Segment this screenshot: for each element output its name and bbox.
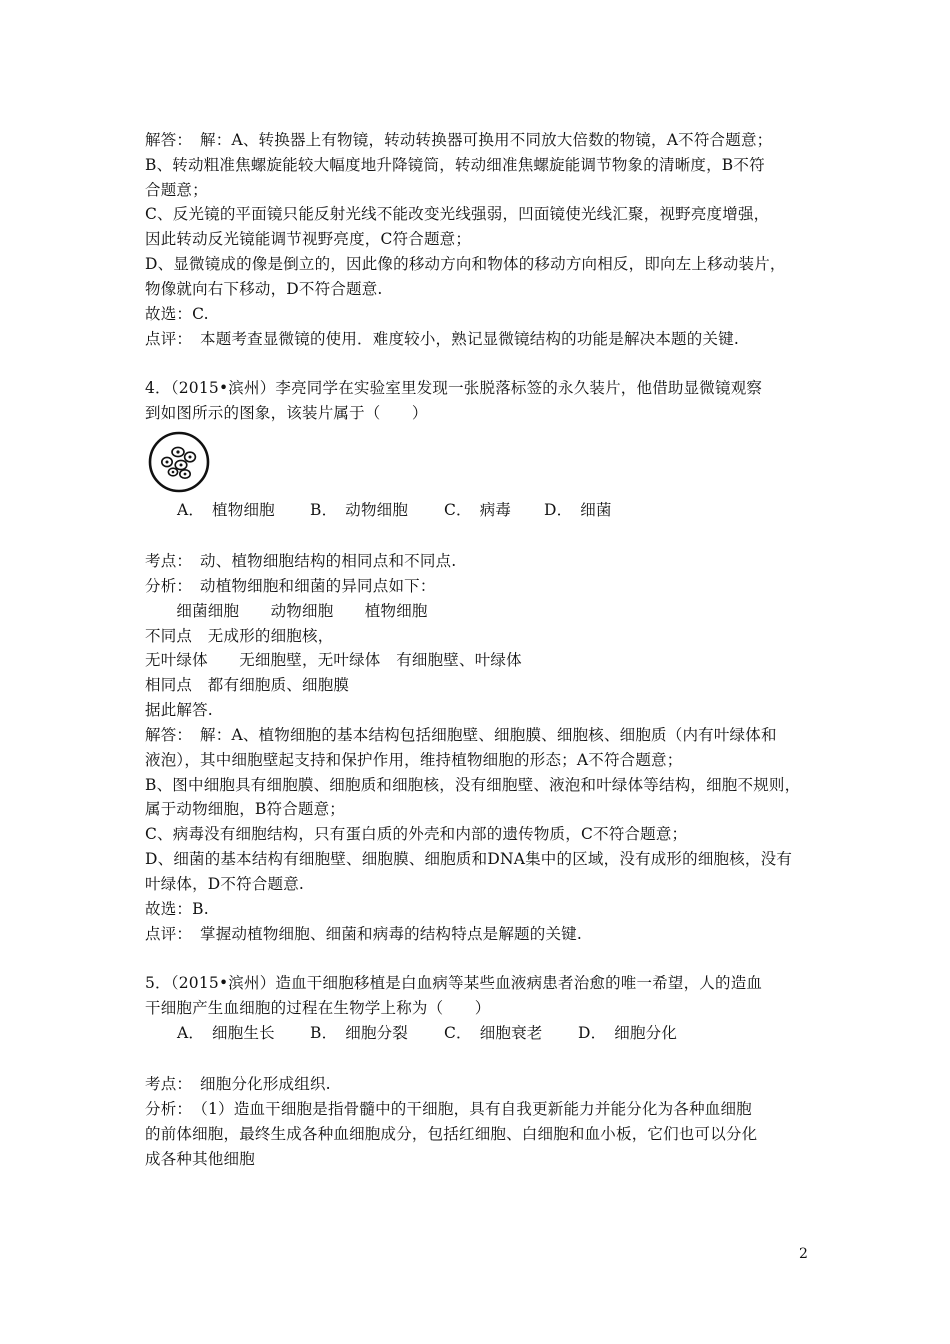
answer-line: 物像就向右下移动，D不符合题意.: [145, 280, 383, 298]
cell-2: [185, 452, 196, 462]
analysis-line: 据此解答.: [145, 701, 213, 719]
analysis-line: 不同点 无成形的细胞核，: [145, 627, 334, 645]
option-c[interactable]: C． 病毒: [444, 501, 512, 519]
question-4-stem: 到如图所示的图象，该装片属于（ ）: [145, 404, 428, 422]
option-a[interactable]: A． 细胞生长: [177, 1024, 275, 1042]
answer-line: 属于动物细胞，B符合题意；: [145, 800, 345, 818]
cell-4: [175, 460, 187, 469]
answer-line: C、病毒没有细胞结构，只有蛋白质的外壳和内部的遗传物质，C不符合题意；: [145, 825, 688, 843]
option-b[interactable]: B． 动物细胞: [310, 501, 409, 519]
answer-line: 合题意；: [145, 181, 208, 199]
option-c[interactable]: C． 细胞衰老: [444, 1024, 543, 1042]
option-d[interactable]: D． 细胞分化: [578, 1024, 678, 1042]
option-b[interactable]: B． 细胞分裂: [310, 1024, 409, 1042]
answer-line: 叶绿体，D不符合题意.: [145, 875, 305, 893]
question-5-options: [177, 1023, 677, 1043]
animal-cell-micrograph-icon: [147, 430, 211, 494]
answer-line: D、细菌的基本结构有细胞壁、细胞膜、细胞质和DNA集中的区域，没有成形的细胞核，没有: [145, 850, 793, 868]
question-4-options: [177, 500, 612, 520]
answer-line: B、图中细胞具有细胞膜、细胞质和细胞核，没有细胞壁、液泡和叶绿体等结构，细胞不规则，: [145, 776, 801, 794]
option-d[interactable]: D． 细菌: [544, 501, 612, 519]
answer-choice: 故选：C.: [145, 305, 209, 323]
question-5-stem: 干细胞产生血细胞的过程在生物学上称为（ ）: [145, 999, 491, 1017]
analysis-line: 考点： 动、植物细胞结构的相同点和不同点.: [145, 552, 457, 570]
analysis-line: 考点： 细胞分化形成组织.: [145, 1075, 331, 1093]
question-5-stem: 5．（2015•滨州）造血干细胞移植是白血病等某些血液病患者治愈的唯一希望，人的造血: [145, 974, 763, 992]
option-a[interactable]: A． 植物细胞: [177, 501, 275, 519]
cell-5: [180, 470, 190, 478]
answer-line: 解答： 解：A、转换器上有物镜，转动转换器可换用不同放大倍数的物镜，A不符合题意；: [145, 131, 773, 149]
analysis-line: 分析： （1）造血干细胞是指骨髓中的干细胞，具有自我更新能力并能分化为各种血细胞: [145, 1100, 752, 1118]
answer-choice: 故选：B.: [145, 900, 209, 918]
comment-line: 点评： 掌握动植物细胞、细菌和病毒的结构特点是解题的关键.: [145, 925, 582, 943]
cell-6: [168, 468, 177, 476]
question-4-stem: 4．（2015•滨州）李亮同学在实验室里发现一张脱落标签的永久装片，他借助显微镜观察: [145, 379, 763, 397]
analysis-line: 相同点 都有细胞质、细胞膜: [145, 676, 350, 694]
analysis-line: 成各种其他细胞: [145, 1150, 255, 1168]
answer-line: D、显微镜成的像是倒立的，因此像的移动方向和物体的移动方向相反，即向左上移动装片，: [145, 255, 786, 273]
analysis-line: 无叶绿体 无细胞壁，无叶绿体 有细胞壁、叶绿体: [145, 651, 522, 669]
answer-line: 液泡），其中细胞壁起支持和保护作用，维持植物细胞的形态；A不符合题意；: [145, 751, 683, 769]
cell-3: [162, 457, 172, 466]
analysis-line: 的前体细胞，最终生成各种血细胞成分，包括红细胞、白细胞和血小板，它们也可以分化: [145, 1125, 758, 1143]
comment-line: 点评： 本题考查显微镜的使用．难度较小，熟记显微镜结构的功能是解决本题的关键.: [145, 330, 739, 348]
analysis-line: 分析： 动植物细胞和细菌的异同点如下：: [145, 577, 436, 595]
answer-line: 因此转动反光镜能调节视野亮度，C符合题意；: [145, 230, 472, 248]
analysis-line: 细菌细胞 动物细胞 植物细胞: [145, 602, 428, 620]
answer-line: B、转动粗准焦螺旋能较大幅度地升降镜筒，转动细准焦螺旋能调节物象的清晰度，B不符: [145, 156, 765, 174]
page-number: 2: [799, 1246, 808, 1262]
cell-1: [172, 447, 184, 456]
answer-line: C、反光镜的平面镜只能反射光线不能改变光线强弱，凹面镜使光线汇聚，视野亮度增强，: [145, 205, 770, 223]
answer-line: 解答： 解：A、植物细胞的基本结构包括细胞壁、细胞膜、细胞核、细胞质（内有叶绿体和: [145, 726, 777, 744]
